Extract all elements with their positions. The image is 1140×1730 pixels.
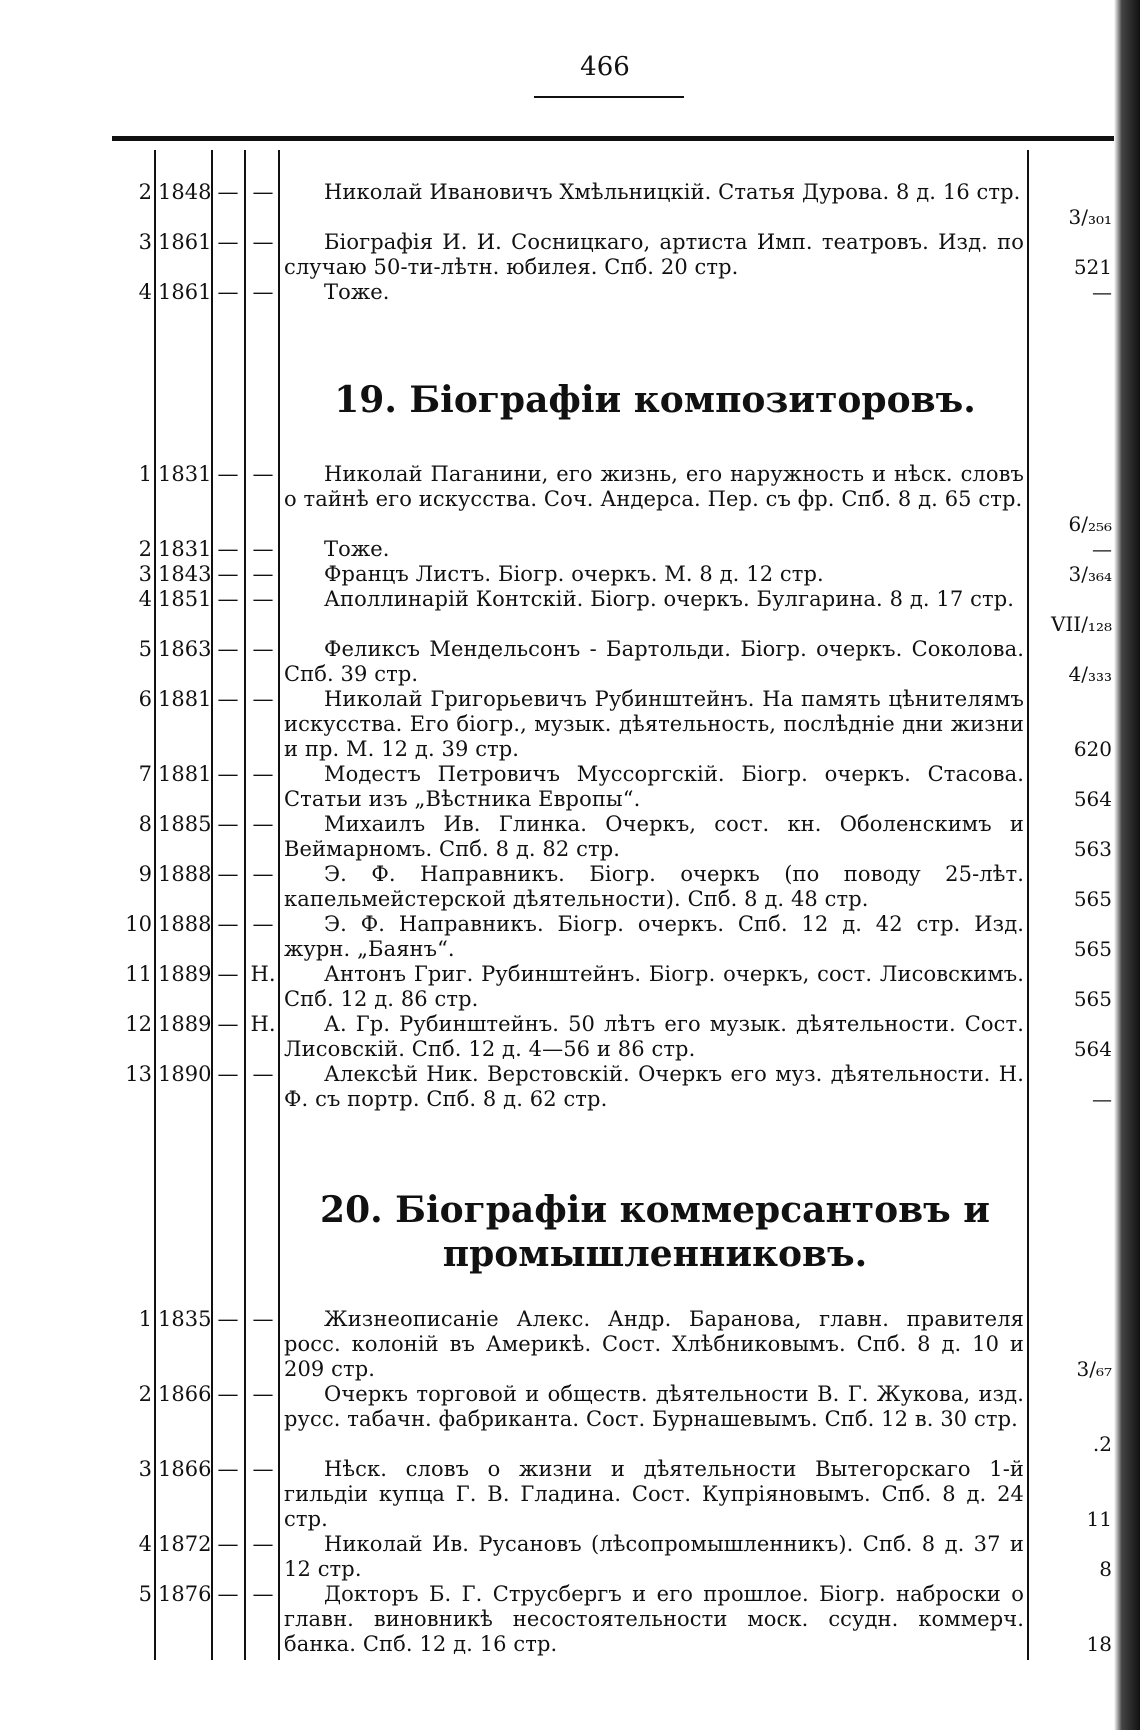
entry-col3: — <box>217 280 239 304</box>
entry-ref: 18 <box>1086 1632 1112 1656</box>
entry-year: 1863 <box>158 637 212 661</box>
entry-col3: — <box>217 1532 239 1556</box>
entry-number: 6 <box>138 687 152 711</box>
entry-col3: — <box>217 687 239 711</box>
entry-ref: 8 <box>1099 1557 1112 1581</box>
entry-ref: — <box>1092 537 1112 561</box>
entry-number: 13 <box>125 1062 152 1086</box>
entry-col4: — <box>252 637 274 661</box>
entry-ref: 563 <box>1073 837 1112 861</box>
entry-col3: — <box>217 562 239 586</box>
entry-number: 3 <box>138 1457 152 1481</box>
page-number-rule <box>534 96 684 98</box>
entry-col3: — <box>217 1582 239 1606</box>
entry-col3: — <box>217 812 239 836</box>
entry-number: 5 <box>138 1582 152 1606</box>
entry-year: 1835 <box>158 1307 212 1331</box>
entry-col4: Н. <box>250 1012 276 1036</box>
entry-number: 3 <box>138 562 152 586</box>
entry-number: 10 <box>125 912 152 936</box>
entry-year: 1861 <box>158 230 212 254</box>
entry-year: 1888 <box>158 912 212 936</box>
entry-col3: — <box>217 637 239 661</box>
entry-ref: 620 <box>1073 737 1112 761</box>
entry-col4: — <box>252 862 274 886</box>
entry-col4: — <box>252 562 274 586</box>
entry-text: Э. Ф. Направникъ. Біогр. очеркъ. Спб. 12 д. 42 стр. Изд. журн. „Баянъ“. <box>284 912 1024 961</box>
section-20-title: 20. Біографіи коммерсантовъ и промышленниковъ. <box>320 1189 990 1275</box>
entry-col3: — <box>217 537 239 561</box>
column-divider <box>278 150 280 1660</box>
entry-ref: 3/₆₇ <box>1076 1357 1112 1381</box>
entry-text: Францъ Листъ. Біогр. очеркъ. М. 8 д. 12 стр. <box>324 562 824 586</box>
entry-col3: — <box>217 962 239 986</box>
entry-year: 1872 <box>158 1532 212 1556</box>
entry-number: 1 <box>138 462 152 486</box>
entry-col4: — <box>252 1307 274 1331</box>
entry-number: 4 <box>138 1532 152 1556</box>
entry-col3: — <box>217 587 239 611</box>
entry-year: 1888 <box>158 862 212 886</box>
entry-text: А. Гр. Рубинштейнъ. 50 лѣтъ его музык. дѣятельности. Сост. Лисовскій. Спб. 12 д. 4—56 и 86 стр. <box>284 1012 1024 1061</box>
entry-ref: 565 <box>1073 887 1112 911</box>
entry-year: 1889 <box>158 1012 212 1036</box>
column-divider <box>1027 150 1029 1660</box>
entry-ref: 6/₂₅₆ <box>1068 512 1112 536</box>
entry-col3: — <box>217 862 239 886</box>
entry-col4: — <box>252 912 274 936</box>
entry-col4: — <box>252 1062 274 1086</box>
entry-year: 1881 <box>158 687 212 711</box>
entry-ref: 565 <box>1073 937 1112 961</box>
entry-year: 1861 <box>158 280 212 304</box>
entry-text: Нѣск. словъ о жизни и дѣятельности Вытегорскаго 1-й гильдіи купца Г. В. Гладина. Сост. Купріяновымъ. Спб. 8 д. 24 стр. <box>284 1457 1024 1531</box>
entry-col3: — <box>217 912 239 936</box>
entry-ref: 565 <box>1073 987 1112 1011</box>
entry-col4: — <box>252 537 274 561</box>
entry-number: 2 <box>138 1382 152 1406</box>
entry-ref: 4/₃₃₃ <box>1068 662 1112 686</box>
entry-ref: 3/₃₀₁ <box>1068 205 1112 229</box>
entry-ref: 564 <box>1073 1037 1112 1061</box>
entry-year: 1843 <box>158 562 212 586</box>
entry-year: 1848 <box>158 180 212 204</box>
entry-number: 4 <box>138 587 152 611</box>
entry-ref: 564 <box>1073 787 1112 811</box>
entry-col4: Н. <box>250 962 276 986</box>
entry-year: 1876 <box>158 1582 212 1606</box>
entry-text: Николай Ивановичъ Хмѣльницкій. Статья Дурова. 8 д. 16 стр. <box>324 180 1021 204</box>
entry-number: 11 <box>125 962 152 986</box>
entry-col4: — <box>252 1582 274 1606</box>
entry-text: Тоже. <box>324 280 390 304</box>
column-divider <box>154 150 156 1660</box>
entry-number: 5 <box>138 637 152 661</box>
entry-text: Аполлинарій Контскій. Біогр. очеркъ. Булгарина. 8 д. 17 стр. <box>324 587 1015 611</box>
entry-col3: — <box>217 1382 239 1406</box>
entry-text: Э. Ф. Направникъ. Біогр. очеркъ (по поводу 25-лѣт. капельмейстерской дѣятельности). Спб. 8 д. 48 стр. <box>284 862 1024 911</box>
entry-number: 2 <box>138 537 152 561</box>
entry-col4: — <box>252 1457 274 1481</box>
entry-col4: — <box>252 587 274 611</box>
entry-year: 1831 <box>158 537 212 561</box>
entry-ref: 521 <box>1073 255 1112 279</box>
entry-year: 1866 <box>158 1382 212 1406</box>
entry-col3: — <box>217 462 239 486</box>
entry-year: 1890 <box>158 1062 212 1086</box>
entry-ref: 3/₃₆₄ <box>1068 562 1112 586</box>
entry-col4: — <box>252 687 274 711</box>
entry-text: Николай Григорьевичъ Рубинштейнъ. На память цѣнителямъ искусства. Его біогр., музык. дѣятельность, послѣдніе дни жизни и пр. М. 12 д. 39 стр. <box>284 687 1024 761</box>
section-19-title: 19. Біографіи композиторовъ. <box>334 379 976 421</box>
entry-col4: — <box>252 462 274 486</box>
entry-number: 4 <box>138 280 152 304</box>
entry-ref: VII/₁₂₈ <box>1050 612 1112 636</box>
entry-col3: — <box>217 230 239 254</box>
entry-col3: — <box>217 762 239 786</box>
entry-number: 1 <box>138 1307 152 1331</box>
entry-col4: — <box>252 180 274 204</box>
entry-year: 1831 <box>158 462 212 486</box>
entry-number: 2 <box>138 180 152 204</box>
entry-text: Біографія И. И. Сосницкаго, артиста Имп. театровъ. Изд. по случаю 50-ти-лѣтн. юбилея. Спб. 20 стр. <box>284 230 1024 279</box>
entry-number: 9 <box>138 862 152 886</box>
entry-col4: — <box>252 812 274 836</box>
entry-text: Модестъ Петровичъ Муссоргскій. Біогр. очеркъ. Стасова. Статьи изъ „Вѣстника Европы“. <box>284 762 1024 811</box>
entry-col4: — <box>252 230 274 254</box>
entry-col4: — <box>252 762 274 786</box>
entry-col4: — <box>252 1382 274 1406</box>
entry-col4: — <box>252 280 274 304</box>
table-top-rule <box>112 136 1132 141</box>
entry-text: Николай Паганини, его жизнь, его наружность и нѣск. словъ о тайнѣ его искусства. Соч. Андерса. Пер. съ фр. Спб. 8 д. 65 стр. <box>284 462 1024 511</box>
page-edge-shadow <box>1114 0 1140 1730</box>
entry-year: 1889 <box>158 962 212 986</box>
entry-text: Жизнеописаніе Алекс. Андр. Баранова, главн. правителя росс. колоній въ Америкѣ. Сост. Хлѣбниковымъ. Спб. 8 д. 10 и 209 стр. <box>284 1307 1024 1381</box>
entry-year: 1885 <box>158 812 212 836</box>
entry-number: 7 <box>138 762 152 786</box>
entry-number: 8 <box>138 812 152 836</box>
entry-text: Михаилъ Ив. Глинка. Очеркъ, сост. кн. Оболенскимъ и Веймарномъ. Спб. 8 д. 82 стр. <box>284 812 1024 861</box>
entry-ref: — <box>1092 1087 1112 1111</box>
page-number: 466 <box>580 52 630 82</box>
entry-text: Николай Ив. Русановъ (лѣсопромышленникъ). Спб. 8 д. 37 и 12 стр. <box>284 1532 1024 1581</box>
entry-text: Алексѣй Ник. Верстовскій. Очеркъ его муз. дѣятельности. Н. Ф. съ портр. Спб. 8 д. 62 стр. <box>284 1062 1024 1111</box>
entry-year: 1851 <box>158 587 212 611</box>
entry-text: Докторъ Б. Г. Струсбергъ и его прошлое. Біогр. наброски о главн. виновникѣ несостоятельности моск. ссудн. коммерч. банка. Спб. 12 д. 16 стр. <box>284 1582 1024 1656</box>
entry-ref: .2 <box>1092 1432 1112 1456</box>
entry-ref: — <box>1092 280 1112 304</box>
entry-year: 1866 <box>158 1457 212 1481</box>
entry-text: Антонъ Григ. Рубинштейнъ. Біогр. очеркъ, сост. Лисовскимъ. Спб. 12 д. 86 стр. <box>284 962 1024 1011</box>
column-divider <box>244 150 246 1660</box>
entry-col3: — <box>217 1457 239 1481</box>
entry-text: Очеркъ торговой и обществ. дѣятельности В. Г. Жукова, изд. русс. табачн. фабриканта. Сост. Бурнашевымъ. Спб. 12 в. 30 стр. <box>284 1382 1024 1431</box>
entry-col4: — <box>252 1532 274 1556</box>
entry-col3: — <box>217 1062 239 1086</box>
entry-col3: — <box>217 1012 239 1036</box>
entry-text: Феликсъ Мендельсонъ - Бартольди. Біогр. очеркъ. Соколова. Спб. 39 стр. <box>284 637 1024 686</box>
entry-col3: — <box>217 180 239 204</box>
entry-number: 12 <box>125 1012 152 1036</box>
entry-ref: 11 <box>1086 1507 1112 1531</box>
column-divider <box>211 150 213 1660</box>
entry-text: Тоже. <box>324 537 390 561</box>
entry-col3: — <box>217 1307 239 1331</box>
entry-number: 3 <box>138 230 152 254</box>
entry-year: 1881 <box>158 762 212 786</box>
